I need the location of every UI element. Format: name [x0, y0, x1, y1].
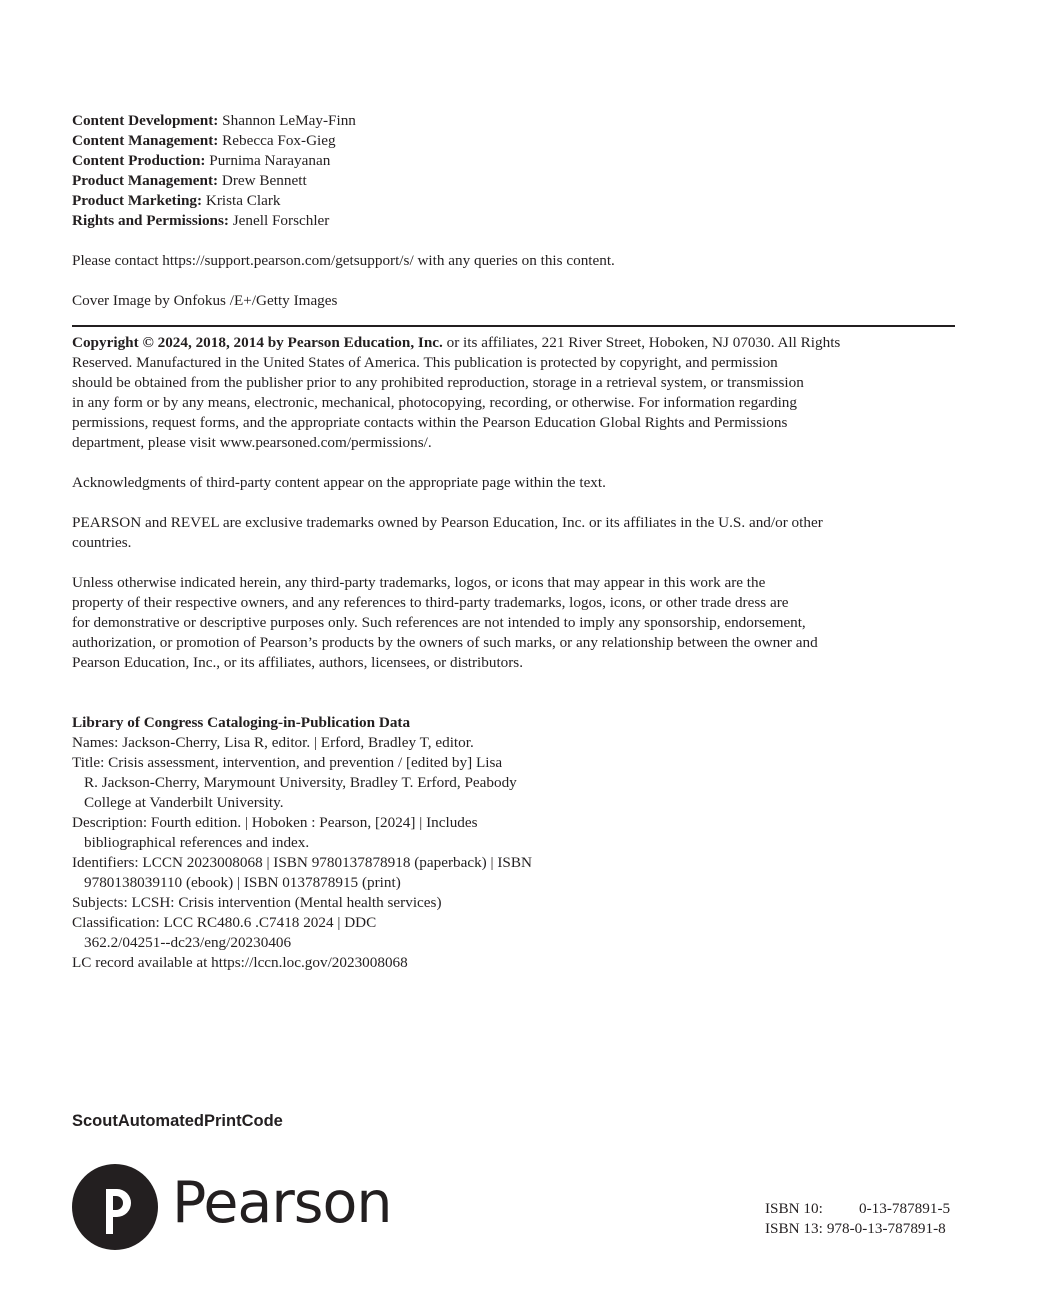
cip-line: R. Jackson-Cherry, Marymount University, Bradley T. Erford, Peabody [84, 774, 517, 791]
credits-block [72, 111, 956, 231]
print-code: ScoutAutomatedPrintCode [72, 1112, 283, 1130]
third-party-notice: Unless otherwise indicated herein, any third-party trademarks, logos, or icons that may appear in this work are the property of their respective owners, and any references to third-party trademarks, logos, icons, or other trade dress are for demonstrative or descriptive purposes only. Such references are not intended to imply any sponsorship, endorsement, authorization, or promotion of Pearson’s products by the owners of such marks, or any relationship between the owner and Pearson Education, Inc., or its affiliates, authors, licensees, or distributors. [72, 574, 818, 671]
trademark-notice: PEARSON and REVEL are exclusive trademarks owned by Pearson Education, Inc. or its affiliates in the U.S. and/or other countries. [72, 514, 823, 551]
cip-line: 362.2/04251--dc23/eng/20230406 [84, 934, 292, 951]
cip-line: Identifiers: LCCN 2023008068 | ISBN 9780137878918 (paperback) | ISBN [72, 854, 532, 871]
credit-line: Content Management: Rebecca Fox-Gieg [72, 132, 336, 149]
pearson-logo [72, 1164, 391, 1250]
cip-line: Description: Fourth edition. | Hoboken : Pearson, [2024] | Includes [72, 814, 478, 831]
cip-line: Classification: LCC RC480.6 .C7418 2024 | DDC [72, 914, 377, 931]
divider [72, 325, 955, 327]
cip-data [72, 713, 956, 973]
cip-line: Title: Crisis assessment, intervention, and prevention / [edited by] Lisa [72, 754, 503, 771]
acknowledgments: Acknowledgments of third-party content appear on the appropriate page within the text. [72, 474, 606, 491]
credit-line: Product Marketing: Krista Clark [72, 192, 281, 209]
cip-line: Names: Jackson-Cherry, Lisa R, editor. | Erford, Bradley T, editor. [72, 734, 474, 751]
cip-heading: Library of Congress Cataloging-in-Publication Data [72, 714, 411, 731]
cip-line: LC record available at https://lccn.loc.gov/2023008068 [72, 954, 408, 971]
copyright-notice: Copyright © 2024, 2018, 2014 by Pearson Education, Inc. or its affiliates, 221 River Street, Hoboken, NJ 07030. All Rights Reserved. Manufactured in the United States of America. This publication is protected by copyright, and permission should be obtained from the publisher prior to any prohibited reproduction, storage in a retrieval system, or transmission in any form or by any means, electronic, mechanical, photocopying, recording, or otherwise. For information regarding permissions, request forms, and the appropriate contacts within the Pearson Education Global Rights and Permissions department, please visit www.pearsoned.com/permissions/. [72, 334, 841, 451]
credit-line: Content Production: Purnima Narayanan [72, 152, 331, 169]
credit-line: Content Development: Shannon LeMay-Finn [72, 112, 356, 129]
cip-line: bibliographical references and index. [84, 834, 310, 851]
copyright-page [72, 111, 956, 973]
isbn-13: ISBN 13: 978-0-13-787891-8 [765, 1220, 946, 1237]
isbn-10: ISBN 10: 0-13-787891-5 [765, 1200, 951, 1217]
pearson-wordmark: Pearson [172, 1169, 392, 1236]
contact-note: Please contact https://support.pearson.com/getsupport/s/ with any queries on this content. [72, 252, 615, 269]
pearson-p-icon [72, 1164, 158, 1250]
cip-lines [72, 733, 956, 973]
credit-line: Product Management: Drew Bennett [72, 172, 307, 189]
cip-line: College at Vanderbilt University. [84, 794, 284, 811]
cover-credit: Cover Image by Onfokus /E+/Getty Images [72, 292, 338, 309]
cip-line: 9780138039110 (ebook) | ISBN 0137878915 (print) [84, 874, 401, 891]
isbn-block [765, 1199, 950, 1239]
cip-line: Subjects: LCSH: Crisis intervention (Mental health services) [72, 894, 442, 911]
credit-line: Rights and Permissions: Jenell Forschler [72, 212, 330, 229]
